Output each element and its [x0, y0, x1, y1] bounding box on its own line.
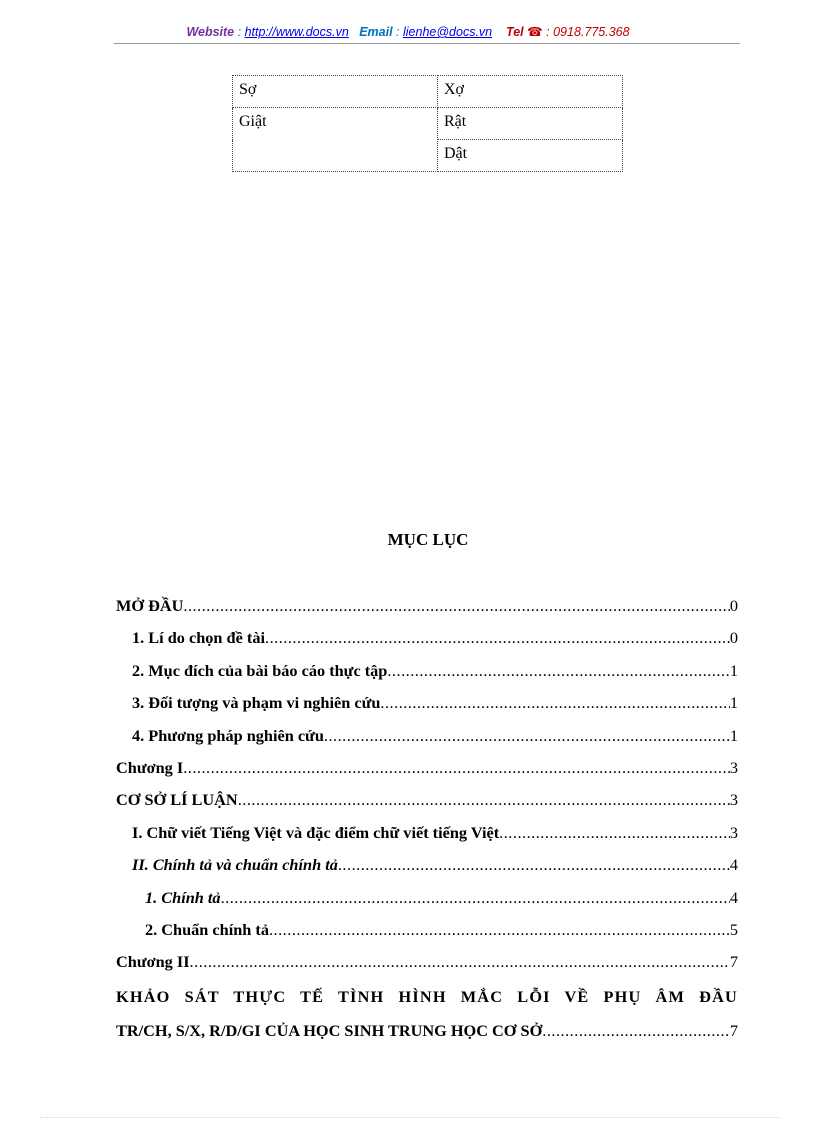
table-cell: Sợ: [233, 76, 438, 108]
toc-page-number: 3: [729, 822, 738, 842]
toc-entry[interactable]: [116, 784, 738, 816]
toc-leader: [190, 946, 730, 978]
toc-entry-label: I. Chữ viết Tiếng Việt và đặc điểm chữ viết tiếng Việt: [132, 822, 500, 842]
toc-entry-label: 2. Mục đích của bài báo cáo thực tập: [132, 660, 388, 680]
toc-entry-label: Chương I: [116, 757, 184, 777]
table-cell: Rật: [438, 108, 623, 140]
toc-title: MỤC LỤC: [387, 530, 469, 549]
toc-leader: [183, 590, 729, 622]
tel-number: 0918.775.368: [553, 25, 630, 39]
toc-page-number: 3: [729, 757, 738, 777]
toc-entry-label: Chương II: [116, 952, 190, 972]
toc-entry-label[interactable]: KHẢO SÁT THỰC TẾ TÌNH HÌNH MẮC LỖI VỀ PHỤ ÂM ĐẦU: [116, 986, 738, 1006]
toc-entry[interactable]: [116, 1015, 738, 1047]
toc-entry[interactable]: [116, 622, 738, 654]
toc-entry-label: CƠ SỞ LÍ LUẬN: [116, 790, 238, 810]
table-cell: Xợ: [438, 76, 623, 108]
toc-entry[interactable]: [116, 655, 738, 687]
toc-page-number: 1: [729, 693, 738, 713]
toc-leader: [324, 720, 730, 752]
toc-entry-label: MỞ ĐẦU: [116, 596, 184, 615]
toc-entry[interactable]: [116, 914, 738, 946]
tel-label: Tel ☎: [506, 25, 543, 39]
toc-leader: [542, 1015, 730, 1047]
toc-entry[interactable]: [116, 946, 738, 978]
page-bottom-border: [40, 1117, 780, 1118]
page-header: [0, 24, 816, 39]
toc-leader: [183, 752, 730, 784]
website-label: Website: [186, 25, 235, 39]
table-row: [233, 76, 623, 108]
toc-entry-label: 2. Chuẩn chính tả: [145, 919, 269, 939]
toc-leader: [269, 914, 730, 946]
toc-page-number: 4: [729, 887, 738, 907]
toc-entry[interactable]: [116, 720, 738, 752]
email-label: Email: [359, 25, 393, 39]
toc-leader: [338, 849, 730, 881]
toc-leader: [265, 622, 730, 654]
toc-leader: [387, 655, 730, 687]
toc-page-number: 0: [729, 628, 738, 648]
toc-entry-label: II. Chính tả và chuẩn chính tả: [132, 855, 338, 875]
table-row: [233, 108, 623, 140]
spelling-table: [232, 75, 623, 172]
toc-page-number: 1: [729, 725, 738, 745]
website-separator: :: [234, 25, 245, 39]
email-link[interactable]: lienhe@docs.vn: [402, 25, 493, 39]
toc-leader: [221, 882, 730, 914]
toc-leader: [238, 784, 730, 816]
toc-entry-label: 1. Lí do chọn đề tài: [132, 628, 265, 648]
toc-page-number: 7: [729, 952, 738, 972]
toc-page-number: 1: [729, 660, 738, 680]
table-cell: Giật: [233, 108, 438, 172]
toc-entry[interactable]: [116, 882, 738, 914]
email-separator: :: [392, 25, 403, 39]
toc-page-number: 5: [729, 919, 738, 939]
website-link[interactable]: http://www.docs.vn: [244, 25, 349, 39]
table-of-contents: [116, 590, 738, 1047]
toc-entry-label: 1. Chính tả: [145, 887, 221, 907]
toc-page-number: 0: [729, 596, 738, 615]
toc-entry[interactable]: [116, 752, 738, 784]
header-divider: [114, 43, 740, 44]
toc-entry-label: TR/CH, S/X, R/D/GI CỦA HỌC SINH TRUNG HỌC CƠ SỞ: [116, 1020, 543, 1040]
table-cell: Dật: [438, 140, 623, 172]
toc-entry[interactable]: [116, 817, 738, 849]
toc-entry-label: 3. Đối tượng và phạm vi nghiên cứu: [132, 693, 381, 713]
toc-leader: [499, 817, 730, 849]
toc-entry[interactable]: [116, 849, 738, 881]
toc-entry[interactable]: [116, 687, 738, 719]
toc-page-number: 3: [729, 790, 738, 810]
toc-entry[interactable]: [116, 590, 738, 622]
toc-page-number: 4: [729, 855, 738, 875]
toc-page-number: 7: [729, 1020, 738, 1040]
toc-leader: [380, 687, 729, 719]
tel-separator: :: [542, 25, 554, 39]
toc-entry-label: 4. Phương pháp nghiên cứu: [132, 725, 324, 745]
